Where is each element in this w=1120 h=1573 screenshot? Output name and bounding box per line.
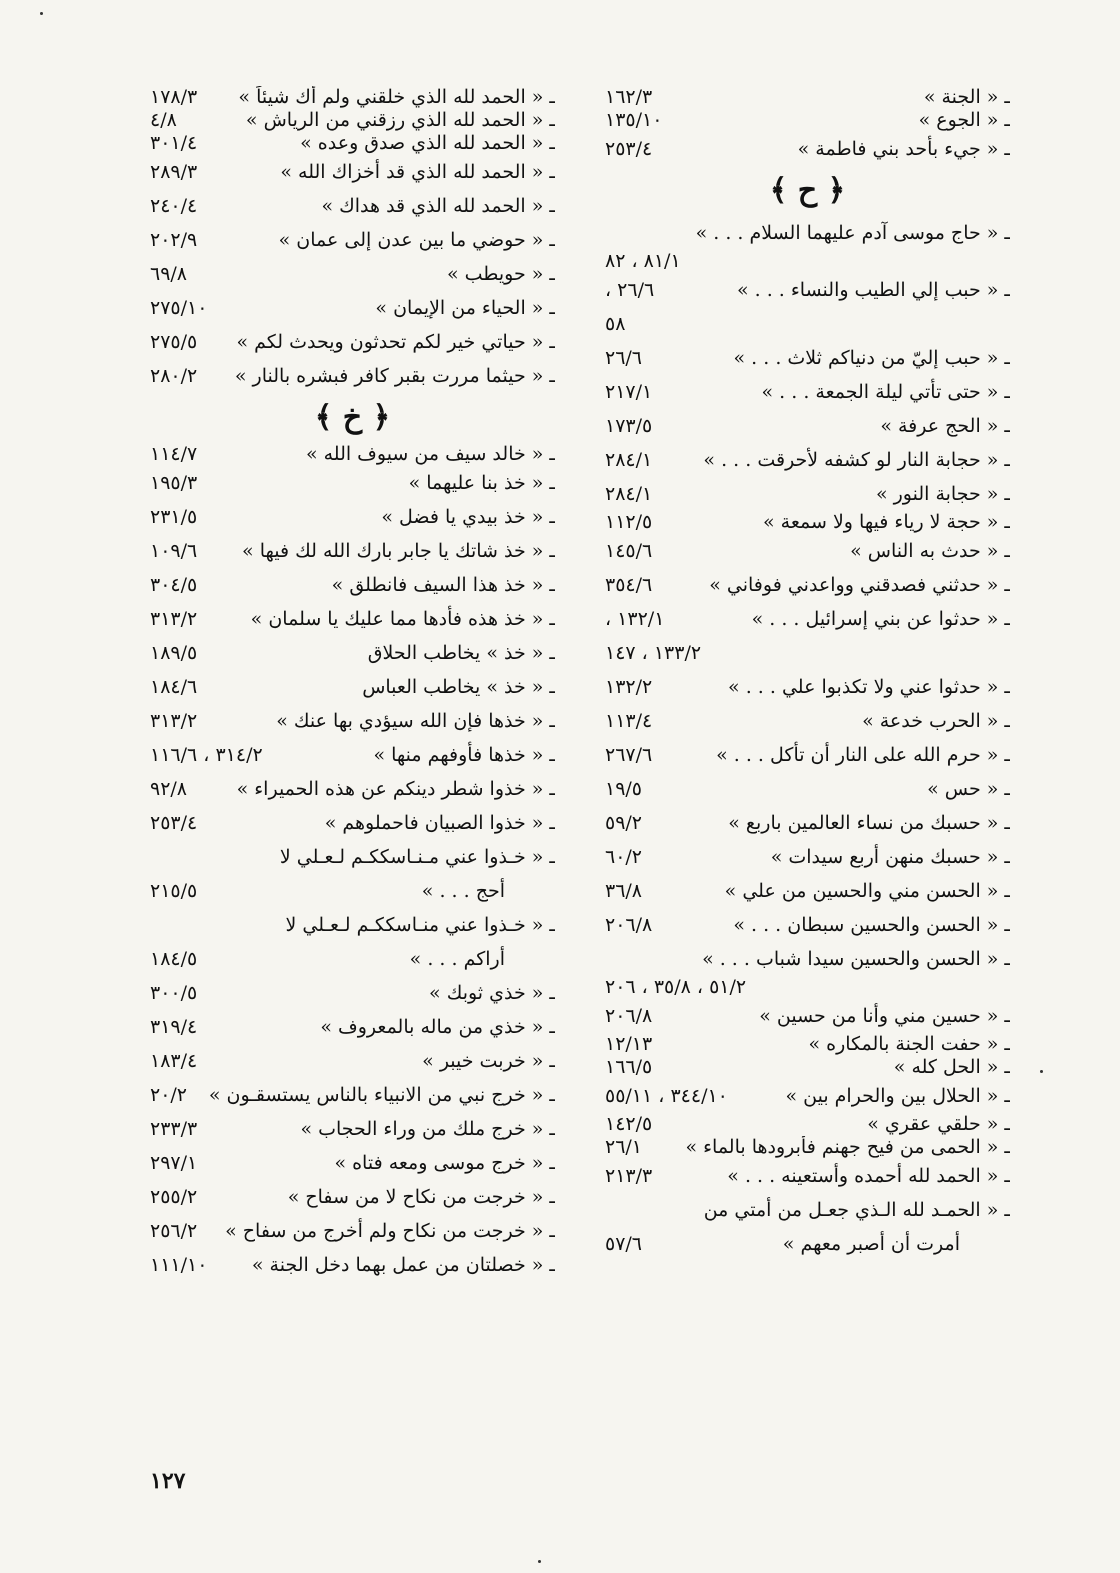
index-entry [605,568,1010,602]
index-entry [150,840,555,874]
index-entry [150,602,555,636]
scan-speck [538,1560,541,1563]
index-entry [150,874,555,908]
volume-page-reference: ١٨٩/٥ [150,642,198,664]
index-entry [605,1033,1010,1056]
volume-page-reference: ١٩/٥ [605,778,643,800]
index-entry [150,1044,555,1078]
index-entry [150,908,555,942]
volume-page-reference: ٣١٣/٢ [150,710,198,732]
volume-page-reference: ٣٠١/٤ [150,132,198,154]
hadith-text: ـ « الحياء من الإيمان » [375,297,555,319]
index-entry [605,1227,1010,1261]
index-entry [150,772,555,806]
index-entry [150,325,555,359]
volume-page-reference: ٣٦/٨ [605,880,643,902]
index-entry [150,443,555,466]
volume-page-reference: ٢٦/٦ ، [605,279,655,301]
hadith-text: أراكم . . . » [409,948,505,970]
volume-page-reference: ١١١/١٠ [150,1254,208,1276]
index-entry [150,636,555,670]
volume-page-reference: ١٣٢/١ ، [605,608,665,630]
index-entry [605,534,1010,568]
volume-page-reference: ١٣٣/٢ ، ١٤٧ [605,642,702,664]
hadith-text: ـ « حدثني فصدقني وواعدني فوفاني » [709,574,1010,596]
volume-page-reference: ٨١/١ ، ٨٢ [605,250,681,272]
index-entry [605,636,1010,670]
hadith-text: ـ « الحسن مني والحسين من علي » [724,880,1010,902]
hadith-text: ـ « الحل كله » [893,1056,1010,1078]
volume-page-reference: ٦٠/٢ [605,846,643,868]
index-entry [150,500,555,534]
hadith-text: ـ « الحمد لله الذي صدق وعده » [300,132,555,154]
index-entry [605,840,1010,874]
volume-page-reference: ١١٣/٤ [605,710,653,732]
volume-page-reference: ٣٥٤/٦ [605,574,653,596]
index-column-right [605,86,1010,1261]
index-entry [150,738,555,772]
hadith-text: ـ « حدثوا عني ولا تكذبوا علي . . . » [728,676,1010,698]
index-entry [150,806,555,840]
index-entry [150,1010,555,1044]
volume-page-reference: ٢٨٤/١ [605,483,653,505]
scan-speck [40,12,43,15]
hadith-text: ـ « الحمى من فيح جهنم فأبرودها بالماء » [685,1136,1010,1158]
index-entry [605,86,1010,109]
index-entry [605,874,1010,908]
hadith-text: ـ « حسبك منهن أربع سيدات » [770,846,1010,868]
volume-page-reference: ١٤٥/٦ [605,540,653,562]
scan-speck [1040,1070,1043,1073]
volume-page-reference: ١٧٨/٣ [150,86,198,108]
index-entry [605,1193,1010,1227]
volume-page-reference: ١٣٢/٢ [605,676,653,698]
hadith-text: ـ « حوضي ما بين عدن إلى عمان » [278,229,555,251]
hadith-text: ـ « خرجت من نكاح لا من سفاح » [287,1186,555,1208]
index-entry [605,704,1010,738]
index-entry [150,976,555,1010]
index-entry [605,772,1010,806]
index-entry [605,1113,1010,1136]
index-entry [605,409,1010,443]
volume-page-reference: ٦٩/٨ [150,263,188,285]
hadith-text: ـ « خـذوا عني مـنـاسككـم لـعـلي لا [279,846,555,868]
hadith-text: ـ « خالد سيف من سيوف الله » [305,443,555,465]
volume-page-reference: ٢٥٣/٤ [605,138,653,160]
index-entry [605,1136,1010,1159]
index-entry [150,109,555,132]
hadith-text: ـ « خذ هذا السيف فانطلق » [331,574,555,596]
volume-page-reference: ٩٢/٨ [150,778,188,800]
volume-page-reference: ٢٠٦/٨ [605,914,653,936]
hadith-text: ـ « حبب إلي الطيب والنساء . . . » [736,279,1010,301]
hadith-text: ـ « حجابة النار لو كشفه لأحرقت . . . » [703,449,1010,471]
volume-page-reference: ٤/٨ [150,109,177,131]
hadith-text: ـ « حس » [927,778,1010,800]
volume-page-reference: ٢٠٢/٩ [150,229,198,251]
index-entry [150,704,555,738]
hadith-text: ـ « خرج ملك من وراء الحجاب » [300,1118,555,1140]
volume-page-reference: ١١٤/٧ [150,443,198,465]
volume-page-reference: ٢٠٦/٨ [605,1005,653,1027]
page-number: ١٢٧ [150,1468,186,1494]
index-entry [605,1079,1010,1113]
hadith-text: ـ « حسين مني وأنا من حسين » [759,1005,1010,1027]
hadith-text: ـ « خذها فإن الله سيؤدي بها عنك » [276,710,555,732]
hadith-text: ـ « حجابة النور » [875,483,1010,505]
index-entry [605,216,1010,250]
volume-page-reference: ٣٤٤/١٠ ، ٥٥/١١ [605,1085,728,1107]
hadith-text: ـ « الجوع » [918,109,1010,131]
hadith-text: ـ « حويطب » [446,263,555,285]
hadith-text: ـ « حبب إليّ من دنياكم ثلاث . . . » [733,347,1010,369]
index-entry [605,132,1010,166]
index-entry [150,466,555,500]
index-entry [605,670,1010,704]
volume-page-reference: ٢١٧/١ [605,381,653,403]
index-entry [150,1248,555,1282]
volume-page-reference: ٥٩/٢ [605,812,643,834]
index-entry [150,291,555,325]
index-entry [150,1078,555,1112]
volume-page-reference: ٢٨٩/٣ [150,161,198,183]
hadith-text: ـ « الجنة » [923,86,1010,108]
index-entry [150,1180,555,1214]
index-column-left [150,86,555,1282]
index-entry [150,359,555,393]
volume-page-reference: ٢٦٧/٦ [605,744,653,766]
hadith-text: ـ « خصلتان من عمل بهما دخل الجنة » [251,1254,555,1276]
volume-page-reference: ٢٧٥/٥ [150,331,198,353]
index-entry [605,375,1010,409]
hadith-text: ـ « الحسن والحسين سبطان . . . » [733,914,1010,936]
index-entry [605,477,1010,511]
hadith-text: ـ « الحمد لله الذي قد هداك » [321,195,555,217]
index-entry [150,155,555,189]
index-entry [605,307,1010,341]
hadith-text: ـ « حسبك من نساء العالمين باربع » [728,812,1010,834]
hadith-text: أمرت أن أصبر معهم » [782,1233,960,1255]
volume-page-reference: ٣١٤/٢ ، ١١٦/٦ [150,744,263,766]
hadith-text: ـ « خرجت من نكاح ولم أخرج من سفاح » [225,1220,555,1242]
volume-page-reference: ٢٧٥/١٠ [150,297,208,319]
volume-page-reference: ٢٨٠/٢ [150,365,198,387]
volume-page-reference: ١١٢/٥ [605,511,653,533]
hadith-text: ـ « حدث به الناس » [850,540,1010,562]
index-entry [150,132,555,155]
hadith-text: ـ « خربت خيبر » [422,1050,555,1072]
hadith-text: ـ « خـذوا عني منـاسككـم لـعـلي لا [285,914,555,936]
volume-page-reference: ٢٥٣/٤ [150,812,198,834]
volume-page-reference: ١٩٥/٣ [150,472,198,494]
volume-page-reference: ١٧٣/٥ [605,415,653,437]
volume-page-reference: ٥٧/٦ [605,1233,643,1255]
volume-page-reference: ١٢/١٣ [605,1033,653,1055]
index-entry [605,602,1010,636]
hadith-text: ـ « خذوا شطر دينكم عن هذه الحميراء » [236,778,555,800]
volume-page-reference: ٣١٣/٢ [150,608,198,630]
index-entry [605,109,1010,132]
volume-page-reference: ١٨٤/٥ [150,948,198,970]
hadith-text: ـ « الحمد لله أحمده وأستعينه . . . » [727,1165,1010,1187]
volume-page-reference: ٢٤٠/٤ [150,195,198,217]
index-entry [150,568,555,602]
volume-page-reference: ٢٠/٢ [150,1084,188,1106]
index-entry [150,534,555,568]
hadith-text: أحج . . . » [421,880,505,902]
index-entry [150,86,555,109]
volume-page-reference: ٥١/٢ ، ٣٥/٨ ، ٢٠٦ [605,976,747,998]
hadith-text: ـ « الحسن والحسين سيدا شباب . . . » [702,948,1010,970]
volume-page-reference: ٣٠٤/٥ [150,574,198,596]
volume-page-reference: ١٠٩/٦ [150,540,198,562]
hadith-text: ـ « الحمد لله الذي قد أخزاك الله » [280,161,555,183]
index-entry [605,976,1010,999]
index-entry [150,670,555,704]
section-letter-header: ﴿ خ ﴾ [314,400,391,435]
hadith-text: ـ « حياتي خير لكم تحدثون ويحدث لكم » [236,331,555,353]
hadith-text: ـ « حدثوا عن بني إسرائيل . . . » [751,608,1010,630]
hadith-text: ـ « حلقي عقري » [867,1113,1010,1135]
volume-page-reference: ١٣٥/١٠ [605,109,663,131]
hadith-text: ـ « الحج عرفة » [880,415,1010,437]
index-entry [605,443,1010,477]
hadith-text: ـ « خذي ثوبك » [429,982,555,1004]
hadith-text: ـ « الحمد لله الذي رزقني من الرياش » [245,109,555,131]
hadith-text: ـ « خذي من ماله بالمعروف » [320,1016,555,1038]
hadith-text: ـ « حتى تأتي ليلة الجمعة . . . » [761,381,1010,403]
volume-page-reference: ٢٥٦/٢ [150,1220,198,1242]
index-entry [605,738,1010,772]
volume-page-reference: ٣١٩/٤ [150,1016,198,1038]
index-entry [605,273,1010,307]
index-entry [605,999,1010,1033]
index-entry [150,257,555,291]
hadith-text: ـ « خذ بنا عليهما » [408,472,555,494]
volume-page-reference: ٢٩٧/١ [150,1152,198,1174]
section-letter-header: ﴿ ح ﴾ [769,173,846,208]
volume-page-reference: ٢٦/٦ [605,347,643,369]
hadith-text: ـ « خذها فأوفهم منها » [373,744,555,766]
hadith-text: ـ « الحلال بين والحرام بين » [785,1085,1010,1107]
index-entry [150,1112,555,1146]
volume-page-reference: ٣٠٠/٥ [150,982,198,1004]
index-entry [605,942,1010,976]
index-entry [605,1056,1010,1079]
volume-page-reference: ١٨٣/٤ [150,1050,198,1072]
volume-page-reference: ٢٣١/٥ [150,506,198,528]
volume-page-reference: ٢٣٣/٣ [150,1118,198,1140]
volume-page-reference: ١٦٦/٥ [605,1056,653,1078]
hadith-text: ـ « الحرب خدعة » [862,710,1010,732]
index-entry [605,908,1010,942]
hadith-text: ـ « خذ » يخاطب الحلاق [367,642,555,664]
hadith-text: ـ « الحمـد لله الـذي جعـل من أمتي من [703,1199,1010,1221]
index-entry [150,223,555,257]
hadith-text: ـ « خذ هذه فأدها مما عليك يا سلمان » [250,608,555,630]
index-entry [605,250,1010,273]
index-entry [150,189,555,223]
hadith-text: ـ « حيثما مررت بقبر كافر فبشره بالنار » [234,365,555,387]
volume-page-reference: ٢١٣/٣ [605,1165,653,1187]
hadith-text: ـ « جيء بأحد بني فاطمة » [797,138,1010,160]
hadith-text: ـ « خرج موسى ومعه فتاه » [334,1152,555,1174]
index-entry [605,341,1010,375]
index-entry [150,1214,555,1248]
hadith-text: ـ « خذ بيدي يا فضل » [381,506,555,528]
volume-page-reference: ١٨٤/٦ [150,676,198,698]
index-entry [150,1146,555,1180]
index-entry [605,806,1010,840]
hadith-text: ـ « خرج نبي من الانبياء بالناس يستسقـون » [208,1084,555,1106]
hadith-text: ـ « الحمد لله الذي خلقني ولم أك شيئاً » [238,86,555,108]
volume-page-reference: ٢٥٥/٢ [150,1186,198,1208]
hadith-text: ـ « حاج موسى آدم عليهما السلام . . . » [695,222,1010,244]
volume-page-reference: ٢١٥/٥ [150,880,198,902]
hadith-text: ـ « حجة لا رياء فيها ولا سمعة » [763,511,1010,533]
hadith-text: ـ « حفت الجنة بالمكاره » [808,1033,1010,1055]
index-entry [150,942,555,976]
index-entry [605,511,1010,534]
volume-page-reference: ١٤٢/٥ [605,1113,653,1135]
index-entry [605,1159,1010,1193]
volume-page-reference: ٢٨٤/١ [605,449,653,471]
hadith-text: ـ « خذ » يخاطب العباس [362,676,555,698]
volume-page-reference: ٢٦/١ [605,1136,643,1158]
hadith-text: ـ « خذ شاتك يا جابر بارك الله لك فيها » [242,540,555,562]
hadith-text: ـ « خذوا الصبيان فاحملوهم » [324,812,555,834]
volume-page-reference: ٥٨ [605,313,626,335]
volume-page-reference: ١٦٢/٣ [605,86,653,108]
hadith-text: ـ « حرم الله على النار أن تأكل . . . » [716,744,1010,766]
